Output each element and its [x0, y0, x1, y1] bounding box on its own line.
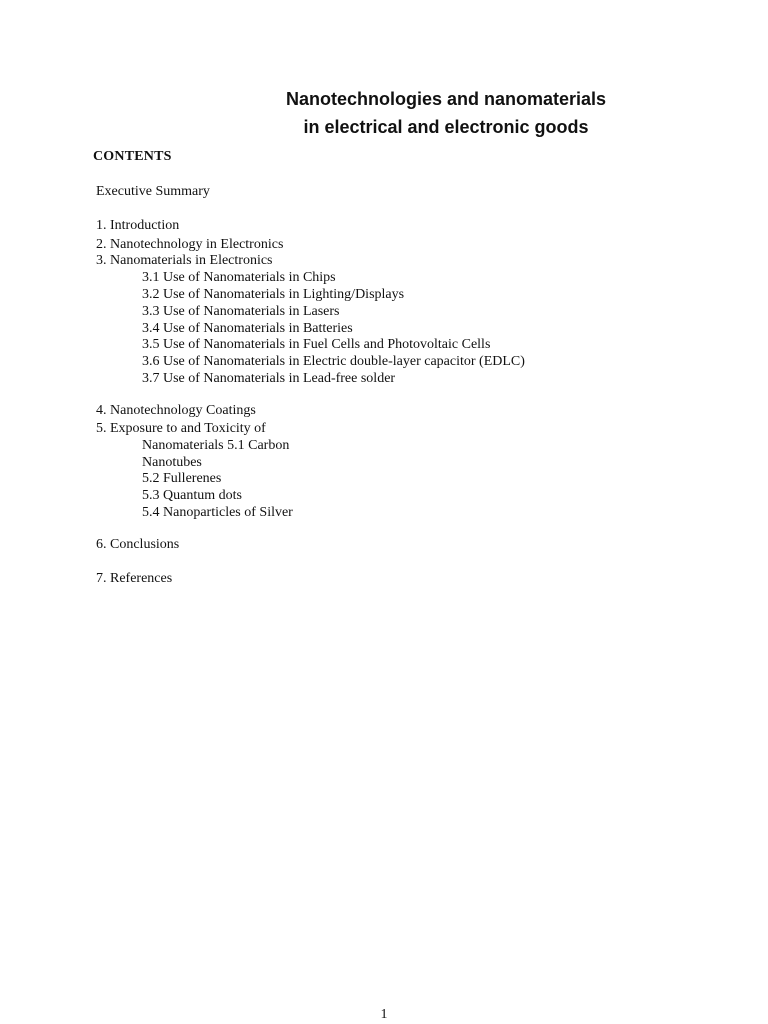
toc-entry-references: 7. References [96, 571, 173, 586]
toc-entry-nanotechnology-in-electronics: 2. Nanotechnology in Electronics [96, 237, 284, 252]
toc-entry-introduction: 1. Introduction [96, 218, 180, 233]
toc-entry-fullerenes: 5.2 Fullerenes [142, 471, 222, 486]
toc-entry-edlc: 3.6 Use of Nanomaterials in Electric double-layer capacitor (EDLC) [142, 354, 525, 369]
page-number: 1 [380, 1007, 388, 1022]
toc-entry-nanomaterials-in-electronics: 3. Nanomaterials in Electronics [96, 253, 273, 268]
document-title-line-2: in electrical and electronic goods [303, 117, 589, 137]
toc-entry-nanotubes: Nanotubes [142, 455, 202, 470]
toc-entry-chips: 3.1 Use of Nanomaterials in Chips [142, 270, 336, 285]
toc-entry-batteries: 3.4 Use of Nanomaterials in Batteries [142, 321, 353, 336]
contents-heading: CONTENTS [93, 149, 172, 164]
toc-entry-lasers: 3.3 Use of Nanomaterials in Lasers [142, 304, 340, 319]
toc-entry-quantum-dots: 5.3 Quantum dots [142, 488, 242, 503]
toc-entry-conclusions: 6. Conclusions [96, 537, 180, 552]
toc-entry-lighting-displays: 3.2 Use of Nanomaterials in Lighting/Displays [142, 287, 405, 302]
toc-entry-silver-nanoparticles: 5.4 Nanoparticles of Silver [142, 505, 293, 520]
toc-entry-coatings: 4. Nanotechnology Coatings [96, 403, 256, 418]
toc-entry-executive-summary: Executive Summary [96, 184, 210, 199]
toc-entry-lead-free-solder: 3.7 Use of Nanomaterials in Lead-free solder [142, 371, 396, 386]
document-title-line-1: Nanotechnologies and nanomaterials [285, 89, 607, 109]
toc-entry-exposure-continued: Nanomaterials 5.1 Carbon [142, 438, 290, 453]
toc-entry-fuel-cells: 3.5 Use of Nanomaterials in Fuel Cells and Photovoltaic Cells [142, 337, 491, 352]
toc-entry-exposure-toxicity: 5. Exposure to and Toxicity of [96, 421, 266, 436]
